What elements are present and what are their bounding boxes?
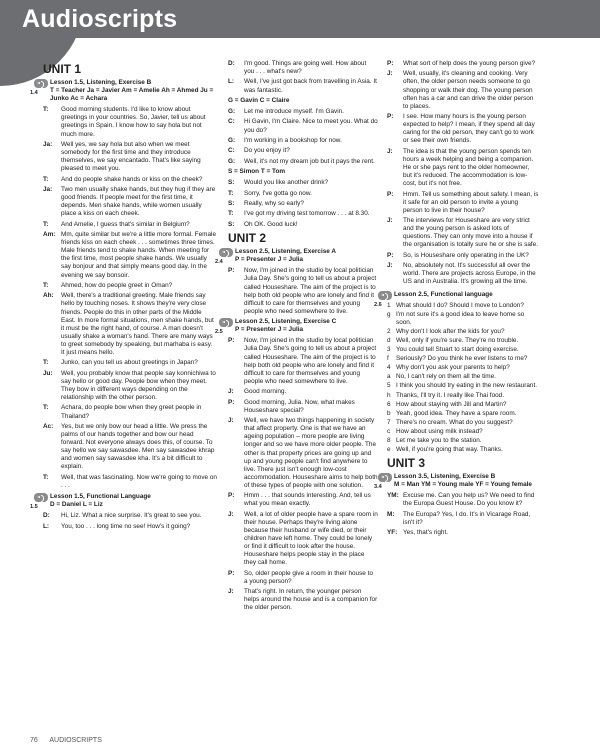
line-text: Would you like another drink? <box>244 179 329 187</box>
item-number: 3 <box>387 346 391 354</box>
dialogue-line <box>43 523 217 531</box>
speaker-label: T: <box>43 106 49 114</box>
line-text: Excuse me. Can you help us? We need to find the Europa Guest House. Do you know it? <box>403 492 535 508</box>
dialogue-line <box>228 417 378 490</box>
dialogue-line <box>228 511 378 568</box>
speaker-label: J: <box>228 388 234 396</box>
item-number: g <box>387 310 391 318</box>
speaker-label: J: <box>387 147 393 155</box>
item-text: How about staying with Jill and Martin? <box>396 400 507 408</box>
list-item <box>387 419 539 427</box>
dialogue <box>228 60 378 95</box>
item-number: c <box>387 427 391 435</box>
speaker-label: YM: <box>387 492 399 500</box>
line-text: Well, a lot of older people have a spare room in their house. Perhaps they're living alone because their husband or wife died, or their children have left home. They could be lonely or find it difficult to look after the house. Houseshare helps people stay in the place they call home. <box>244 510 378 567</box>
dialogue <box>387 492 539 537</box>
lesson-title: Lesson 1.5, Listening, Exercise B <box>50 79 152 86</box>
speaker-label: P: <box>387 60 394 67</box>
item-text: I'm not sure it's a good idea to leave home so soon. <box>396 310 525 326</box>
dialogue-line <box>387 113 539 145</box>
line-text: Well, that was fascinating. Now we're going to move on . . . <box>61 473 217 489</box>
speaker-label: L: <box>228 78 235 86</box>
dialogue-line <box>43 282 217 290</box>
footer <box>30 737 102 744</box>
line-text: Well, you probably know that people say konnichiwa to say hello or good day. People bow when they meet. They bow in different ways depending on the relationship with the other person. <box>61 369 216 402</box>
speaker-label: S: <box>228 199 235 207</box>
list-item <box>387 382 539 390</box>
line-text: So, older people give a room in their house to a young person? <box>244 569 373 585</box>
line-text: Well yes, we say hola but also when we meet somebody for the first time and they introduce themselves, we say encantado. That's like saying pleased to meet you. <box>61 140 201 173</box>
line-text: You, too . . . long time no see! How's it going? <box>61 522 191 530</box>
line-text: Good morning. <box>244 388 287 396</box>
line-text: Good morning students. I'd like to know about greetings in your countries. So, Javier, tell us about greetings in Spain. I know how to say hola but not much more. <box>61 106 206 138</box>
item-number: h <box>387 391 391 399</box>
audio-speaker-icon[interactable] <box>378 291 392 300</box>
lesson-header <box>30 79 217 103</box>
line-text: Yes, but we only bow our head a little. We press the palms of our hands together and bow our head forward. Not everyone always does this, of course. To say hello we say sawasdee. Men say sawasdee khrap and women say sawasdee kha. It's a bit difficult to explain. <box>61 422 215 471</box>
track-number: 1.4 <box>30 90 38 96</box>
list-item <box>387 401 539 409</box>
item-text: How about using milk instead? <box>396 427 483 435</box>
speaker-label: T: <box>43 404 49 412</box>
speaker-label: J: <box>387 70 393 78</box>
speaker-label: T: <box>228 189 234 197</box>
dialogue-line <box>228 337 378 386</box>
line-text: Well, usually, it's cleaning and cooking. Very often, the older person needs someone to go shopping or walk their dog. The young person often has a car and can drive the older person to places. <box>403 70 534 110</box>
track-number: 1.5 <box>30 503 38 510</box>
dialogue-line <box>228 200 378 208</box>
speaker-label: P: <box>228 337 235 345</box>
list-item <box>387 311 539 327</box>
item-text: There's no cream. What do you suggest? <box>396 418 513 426</box>
dialogue-line <box>228 147 378 155</box>
line-text: Now, I'm joined in the studio by local politician Julia Day. She's going to tell us about a project called Houseshare. The aim of the project is to help both old people who are lonely and find it difficult to care for themselves and young people who need somewhere to live. <box>244 267 377 315</box>
lesson-header <box>215 248 378 266</box>
page-number: 76 <box>30 737 38 744</box>
lesson-title: Lesson 3.5, Listening, Exercise B <box>394 473 496 481</box>
item-number: e <box>387 446 391 454</box>
speaker-key: P = Presenter J = Julia <box>235 326 304 334</box>
speaker-label: T: <box>43 359 49 367</box>
dialogue <box>228 179 378 229</box>
line-text: Oh OK. Good luck! <box>244 220 298 228</box>
dialogue-line <box>387 217 539 249</box>
dialogue-line <box>43 141 217 173</box>
dialogue-line <box>228 179 378 187</box>
dialogue-line <box>43 423 217 472</box>
list-item <box>387 446 539 454</box>
speaker-label: D: <box>43 512 50 520</box>
dialogue <box>228 337 378 612</box>
lesson-title: Lesson 2.5, Functional language <box>394 290 493 298</box>
line-text: I'm working in a bookshop for now. <box>244 136 342 144</box>
dialogue-line <box>228 78 378 94</box>
speaker-label: P: <box>387 113 394 121</box>
speaker-label: G: <box>228 157 236 165</box>
speaker-label: YF: <box>387 529 398 537</box>
dialogue-line <box>228 210 378 218</box>
line-text: Hi, Liz. What a nice surprise. It's great to see you. <box>61 512 202 520</box>
track-number: 2.5 <box>215 329 223 336</box>
speaker-label: S: <box>228 179 235 187</box>
speaker-label: S: <box>228 220 235 228</box>
speaker-label: J: <box>228 588 234 596</box>
dialogue-line <box>387 511 539 527</box>
item-number: 2 <box>387 327 391 335</box>
column-1 <box>30 60 217 533</box>
speaker-label: D: <box>228 60 235 67</box>
dialogue-line <box>43 176 217 184</box>
line-text: Hi Gavin, I'm Claire. Nice to meet you. What do you do? <box>244 118 378 134</box>
audio-speaker-icon[interactable] <box>219 318 233 327</box>
dialogue-line <box>228 399 378 415</box>
line-text: What sort of help does the young person give? <box>403 60 536 67</box>
dialogue-line <box>228 492 378 508</box>
item-text: I think you should try eating in the new restaurant. <box>396 382 538 390</box>
item-number: d <box>387 336 391 344</box>
speaker-label: G: <box>228 108 236 116</box>
dialogue-line <box>43 221 217 229</box>
dialogue-line <box>387 60 539 68</box>
line-text: Achara, do people bow when they greet people in Thailand? <box>61 404 202 420</box>
dialogue-line <box>228 570 378 586</box>
speaker-label: P: <box>387 251 394 259</box>
unit-heading: UNIT 3 <box>387 456 426 471</box>
item-number: f <box>387 355 389 363</box>
speaker-label: Ja: <box>43 140 53 148</box>
item-text: Why don't you ask your parents to help? <box>396 364 510 372</box>
line-text: Well, I've just got back from travelling in Asia. It was fantastic. <box>244 78 377 94</box>
item-number: a <box>387 373 391 381</box>
speaker-key: T = Teacher Ja = Javier Am = Amelie Ah = Ahmed Ju = Junko Ac = Achara <box>50 87 214 103</box>
dialogue-line <box>228 221 378 229</box>
dialogue-line <box>387 262 539 286</box>
track-number: 2.4 <box>215 259 223 266</box>
speaker-label: T: <box>43 175 49 183</box>
list-item <box>387 364 539 372</box>
line-text: Well, it's not my dream job but it pays the rent. <box>244 157 375 165</box>
lesson-header <box>215 318 378 336</box>
speaker-label: P: <box>228 398 235 406</box>
speaker-key: D = Daniel L = Liz <box>50 501 103 509</box>
item-text: You could tell Stuart to start doing exercise. <box>396 346 519 354</box>
speaker-label: Ac: <box>43 422 54 430</box>
lesson-title: Lesson 2.5, Listening, Exercise C <box>235 318 337 326</box>
column-2 <box>215 60 378 615</box>
line-text: Sorry, I've gotta go now. <box>244 189 312 197</box>
item-text: Well, if you're going that way. Thanks. <box>396 446 503 454</box>
line-text: Now, I'm joined in the studio by local politician Julia Day. She's going to tell us about a project called Houseshare. The aim of the project is to help both old people who are lonely and find it difficult to care for themselves and young people who need somewhere to live. <box>244 337 377 385</box>
speaker-label: J: <box>387 262 393 270</box>
speaker-label: T: <box>228 210 234 218</box>
dialogue-line <box>387 252 539 260</box>
speaker-label: P: <box>228 267 235 275</box>
line-text: The Europa? Yes, I do. It's in Vicarage Road, isn't it? <box>403 510 531 526</box>
list-item <box>387 302 539 310</box>
dialogue-line <box>228 158 378 166</box>
item-number: 6 <box>387 400 391 408</box>
speaker-label: Ja: <box>43 186 53 194</box>
speaker-key: M = Man YM = Young male YF = Young female <box>394 481 532 489</box>
dialogue-line <box>228 137 378 145</box>
line-text: Do you enjoy it? <box>244 147 290 155</box>
dialogue-line <box>228 267 378 316</box>
track-number: 3.4 <box>374 484 382 491</box>
speaker-label: P: <box>228 492 235 500</box>
dialogue-line <box>43 231 217 280</box>
audio-speaker-icon[interactable] <box>34 493 48 502</box>
speaker-key: S = Simon T = Tom <box>228 168 286 176</box>
speaker-label: M: <box>387 510 395 518</box>
dialogue-line <box>43 370 217 402</box>
item-text: What should I do? Should I move to London? <box>396 301 524 309</box>
speaker-label: G: <box>228 136 236 144</box>
line-text: Hmm . . . that sounds interesting. And, tell us what you mean exactly. <box>244 492 371 508</box>
line-text: Ahmed, how do people greet in Oman? <box>61 281 173 289</box>
line-text: So, is Houseshare only operating in the UK? <box>403 251 529 259</box>
speaker-label: Ju: <box>43 369 53 377</box>
item-text: Thanks, I'll try it. I really like Thai food. <box>396 391 505 399</box>
audio-speaker-icon[interactable] <box>219 248 233 257</box>
lesson-title: Lesson 1.5, Functional Language <box>50 492 151 500</box>
dialogue <box>228 267 378 316</box>
line-text: Well, there's a traditional greeting. Male friends say hello by touching noses. It shows they're very close friends. People do this in other parts of the Middle East. In more formal situations, men shake hands, but it must be the right hand, of course. A man doesn't usually shake a woman's hand. There are many ways to greet somebody by speaking, but marhaba is easy. It just means hello. <box>61 292 214 356</box>
dialogue-line <box>228 190 378 198</box>
dialogue-line <box>387 529 539 537</box>
item-number: 1 <box>387 301 391 309</box>
unit-heading: UNIT 1 <box>43 62 82 76</box>
item-number: 7 <box>387 418 391 426</box>
line-text: I'm good. Things are going well. How about you . . . what's new? <box>244 60 367 76</box>
line-text: No, absolutely not. It's successful all over the world. There are projects across Europe, in the US and in Australia. It's growing all the time. <box>403 262 536 286</box>
dialogue-line <box>43 512 217 520</box>
dialogue <box>228 108 378 166</box>
list-item <box>387 346 539 354</box>
speaker-label: T: <box>43 473 49 481</box>
dialogue <box>43 106 217 490</box>
dialogue-line <box>387 70 539 110</box>
line-text: And do people shake hands or kiss on the cheek? <box>61 175 203 183</box>
line-text: Good morning, Julia. Now, what makes Houseshare special? <box>244 398 355 414</box>
item-number: 4 <box>387 364 391 372</box>
dialogue-line <box>43 474 217 490</box>
line-text: I've got my driving test tomorrow . . . at 8.30. <box>244 210 370 218</box>
dialogue-line <box>43 186 217 218</box>
dialogue-line <box>43 292 217 357</box>
line-text: Let me introduce myself. I'm Gavin. <box>244 108 344 116</box>
dialogue-line <box>43 404 217 420</box>
dialogue-line <box>228 388 378 396</box>
audio-speaker-icon[interactable] <box>378 473 392 482</box>
item-text: No, I can't rely on them all the time. <box>396 373 496 381</box>
line-text: Really, why so early? <box>244 199 304 207</box>
speaker-label: T: <box>43 220 49 228</box>
speaker-label: J: <box>228 417 234 425</box>
speaker-key: G = Gavin C = Claire <box>228 96 290 104</box>
list-item <box>387 410 539 418</box>
dialogue <box>387 60 539 287</box>
list-item <box>387 328 539 336</box>
speaker-label: T: <box>43 281 49 289</box>
line-text: I see. How many hours is the young person expected to help? I mean, if they spend all day caring for the old person, they can't go to work or see their own friends. <box>403 113 535 145</box>
unit-heading: UNIT 2 <box>228 231 267 246</box>
list-item <box>387 373 539 381</box>
speaker-key: P = Presenter J = Julia <box>235 256 304 264</box>
column-3 <box>374 60 539 540</box>
list-item <box>387 428 539 436</box>
speaker-label: Am: <box>43 231 56 239</box>
lesson-title: Lesson 2.5, Listening, Exercise A <box>235 248 336 256</box>
speaker-label: J: <box>228 510 234 518</box>
dialogue-line <box>387 492 539 508</box>
dialogue-line <box>43 359 217 367</box>
list-item <box>387 337 539 345</box>
dialogue-line <box>387 191 539 215</box>
list-item <box>387 437 539 445</box>
list-item <box>387 392 539 400</box>
speaker-label: J: <box>387 217 393 225</box>
line-text: Two men usually shake hands, but they hug if they are good friends. If people meet for the first time, it depends. Men shake hands, while women usually place a kiss on each cheek. <box>61 186 216 218</box>
line-text: Yes, that's right. <box>403 529 449 537</box>
footer-section: AUDIOSCRIPTS <box>49 737 102 744</box>
speaker-label: Ah: <box>43 292 54 300</box>
speaker-label: C: <box>228 118 235 126</box>
item-number: 8 <box>387 437 391 445</box>
dialogue-line <box>228 588 378 612</box>
audio-speaker-icon[interactable] <box>34 79 48 88</box>
numbered-list <box>387 302 539 455</box>
line-text: Well, we have two things happening in society that affect property. One is that we have an ageing population – more people are living longer and so we have more older people. The other is that property prices are going up and up and young people can't find anywhere to live. There just isn't enough low-cost accommodation. Houseshare aims to help both of these types of people with one solution. <box>244 417 378 489</box>
list-item <box>387 355 539 363</box>
line-text: The interviews for Houseshare are very strict and the young person is asked lots of questions. They can only move into a house if the organisation is totally sure he or she is safe. <box>403 217 538 249</box>
lesson-header <box>374 473 539 491</box>
dialogue <box>43 512 217 530</box>
item-text: Yeah, good idea. They have a spare room. <box>396 409 517 417</box>
item-number: b <box>387 409 391 417</box>
speaker-label: P: <box>228 569 235 577</box>
line-text: And Amelie, I guess that's similar in Belgium? <box>61 220 190 228</box>
dialogue-line <box>228 60 378 76</box>
track-number: 2.6 <box>374 301 382 308</box>
item-text: Well, only if you're sure. They're no trouble. <box>396 336 519 344</box>
line-text: The idea is that the young person spends ten hours a week helping and being a companion. He or she pays rent to the older homeowner, but it's reduced. The accommodation is low-cost, but it's not free. <box>403 147 534 188</box>
line-text: That's right. In return, the younger person helps around the house and is a companion for the older person. <box>244 588 378 612</box>
speaker-label: P: <box>387 190 394 198</box>
item-text: Why don't I look after the kids for you? <box>396 327 505 335</box>
speaker-label: L: <box>43 522 50 530</box>
dialogue-line <box>228 118 378 134</box>
dialogue-line <box>228 108 378 116</box>
dialogue-line <box>387 148 539 188</box>
item-number: 5 <box>387 382 391 390</box>
line-text: Junko, can you tell us about greetings in Japan? <box>61 359 198 367</box>
page-title: Audioscripts <box>22 5 178 33</box>
line-text: Hmm. Tell us something about safety. I mean, is it safe for an old person to invite a young person to live in their house? <box>403 190 539 214</box>
speaker-label: C: <box>228 147 235 155</box>
line-text: Mm, quite similar but we're a little more formal. Female friends kiss on each cheek . . . sometimes three times. Male friends tend to shake hands. When meeting for the first time, most people shake hands. We usually say bonjour and that simply means good day. In the evening we say bonsoir. <box>61 231 216 279</box>
dialogue-line <box>43 106 217 138</box>
lesson-header <box>30 492 217 510</box>
item-text: Seriously? Do you think he ever listens to me? <box>396 355 528 363</box>
item-text: Let me take you to the station. <box>396 437 482 445</box>
